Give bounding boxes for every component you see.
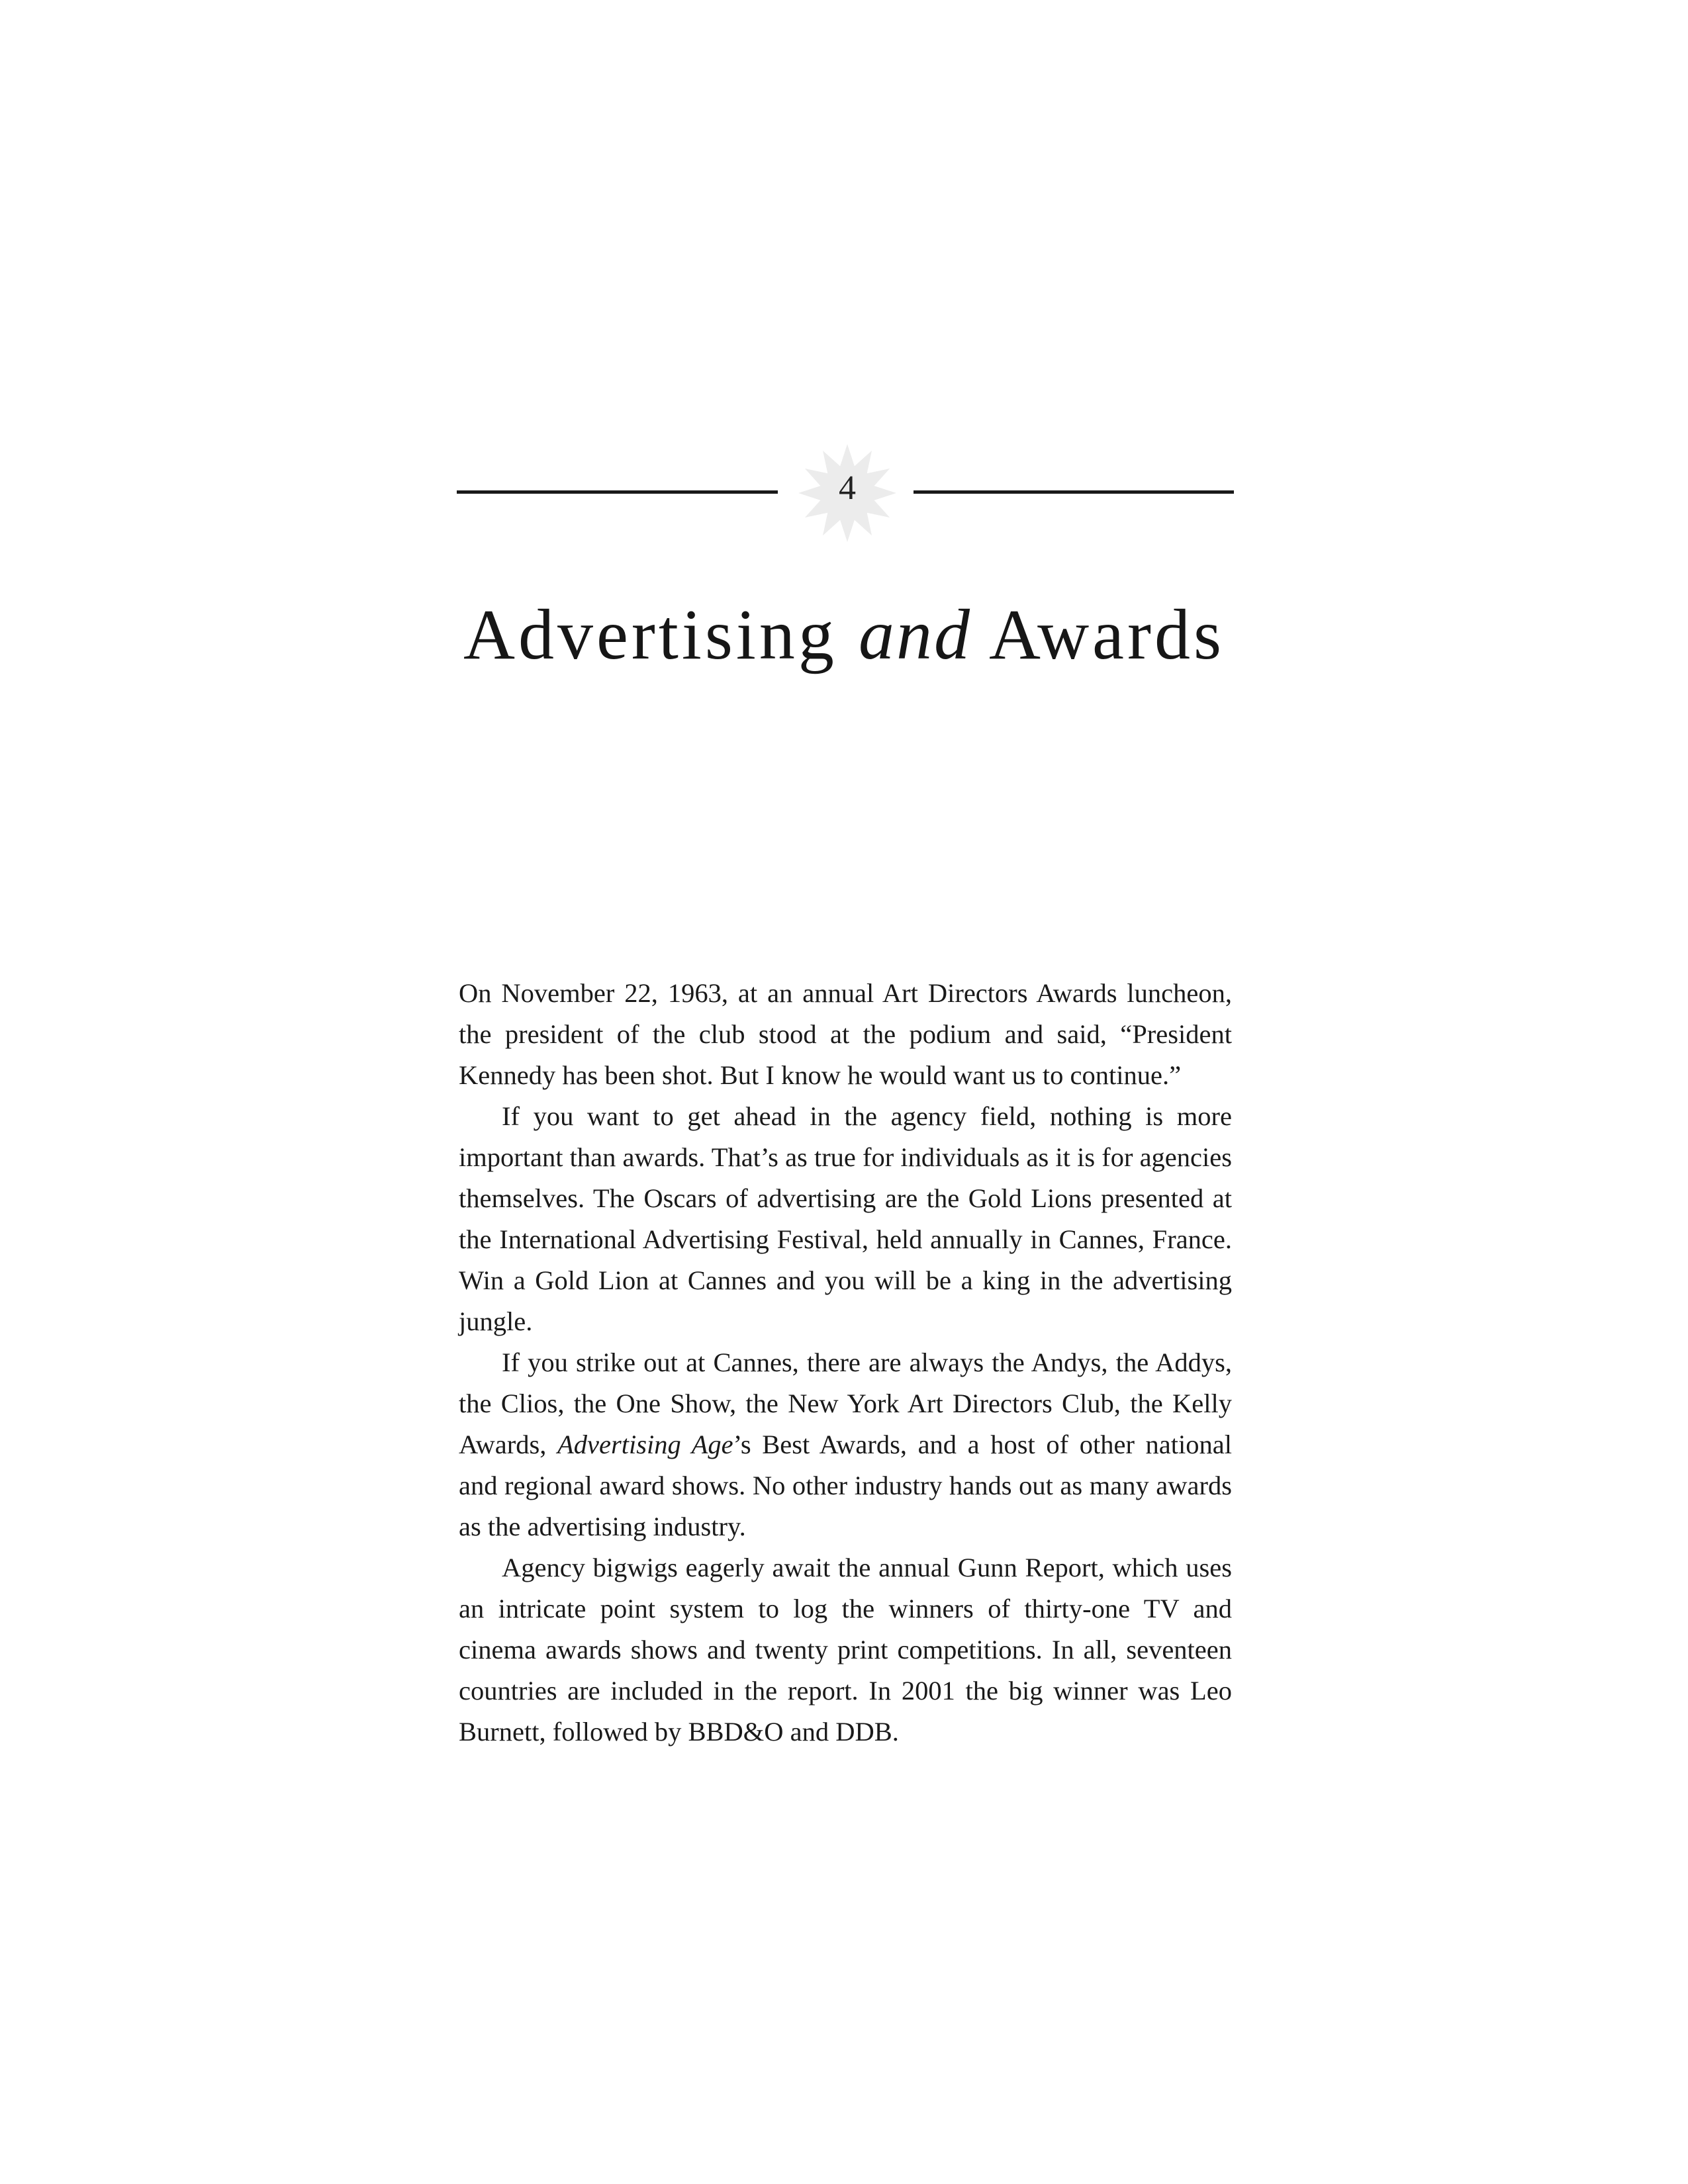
chapter-title-conjunction: and bbox=[858, 596, 972, 674]
chapter-number: 4 bbox=[839, 469, 856, 507]
publication-title: Advertising Age bbox=[557, 1430, 733, 1459]
paragraph-3 bbox=[459, 1342, 1232, 1547]
paragraph-1: On November 22, 1963, at an annual Art Directors Awards luncheon, the president of the club stood at the podium and said, “President Kennedy has been shot. But I know he would want us to continue.” bbox=[459, 978, 1232, 1090]
body-text bbox=[459, 973, 1232, 1752]
paragraph-4: Agency bigwigs eagerly await the annual Gunn Report, which uses an intricate point system to log the winners of thirty-one TV and cinema awards shows and twenty print competitions. In all, seventeen countries are included in the report. In 2001 the big winner was Leo Burnett, followed by BBD&O and DDB. bbox=[459, 1553, 1232, 1747]
right-rule bbox=[914, 490, 1234, 494]
paragraph-2: If you want to get ahead in the agency field, nothing is more important than awards. That’s as true for individuals as it is for agencies themselves. The Oscars of advertising are the Gold Lions presented at the International Advertising Festival, held annually in Cannes, France. Win a Gold Lion at Cannes and you will be a king in the advertising jungle. bbox=[459, 1101, 1232, 1336]
chapter-title-part2: Awards bbox=[988, 596, 1225, 674]
paragraph-3-text-after: ’s Best Awards, and a host of other national and regional award shows. No other industry hands out as many awards as the advertising industry. bbox=[459, 1430, 1232, 1541]
paragraph-3-text-before: If you strike out at Cannes, there are always the Andys, the Addys, the Clios, the One Show, the New York Art Directors Club, the Kelly Awards, bbox=[459, 1347, 1232, 1459]
chapter-title-part1: Advertising bbox=[463, 596, 837, 674]
chapter-title bbox=[265, 592, 1423, 678]
left-rule bbox=[457, 490, 778, 494]
